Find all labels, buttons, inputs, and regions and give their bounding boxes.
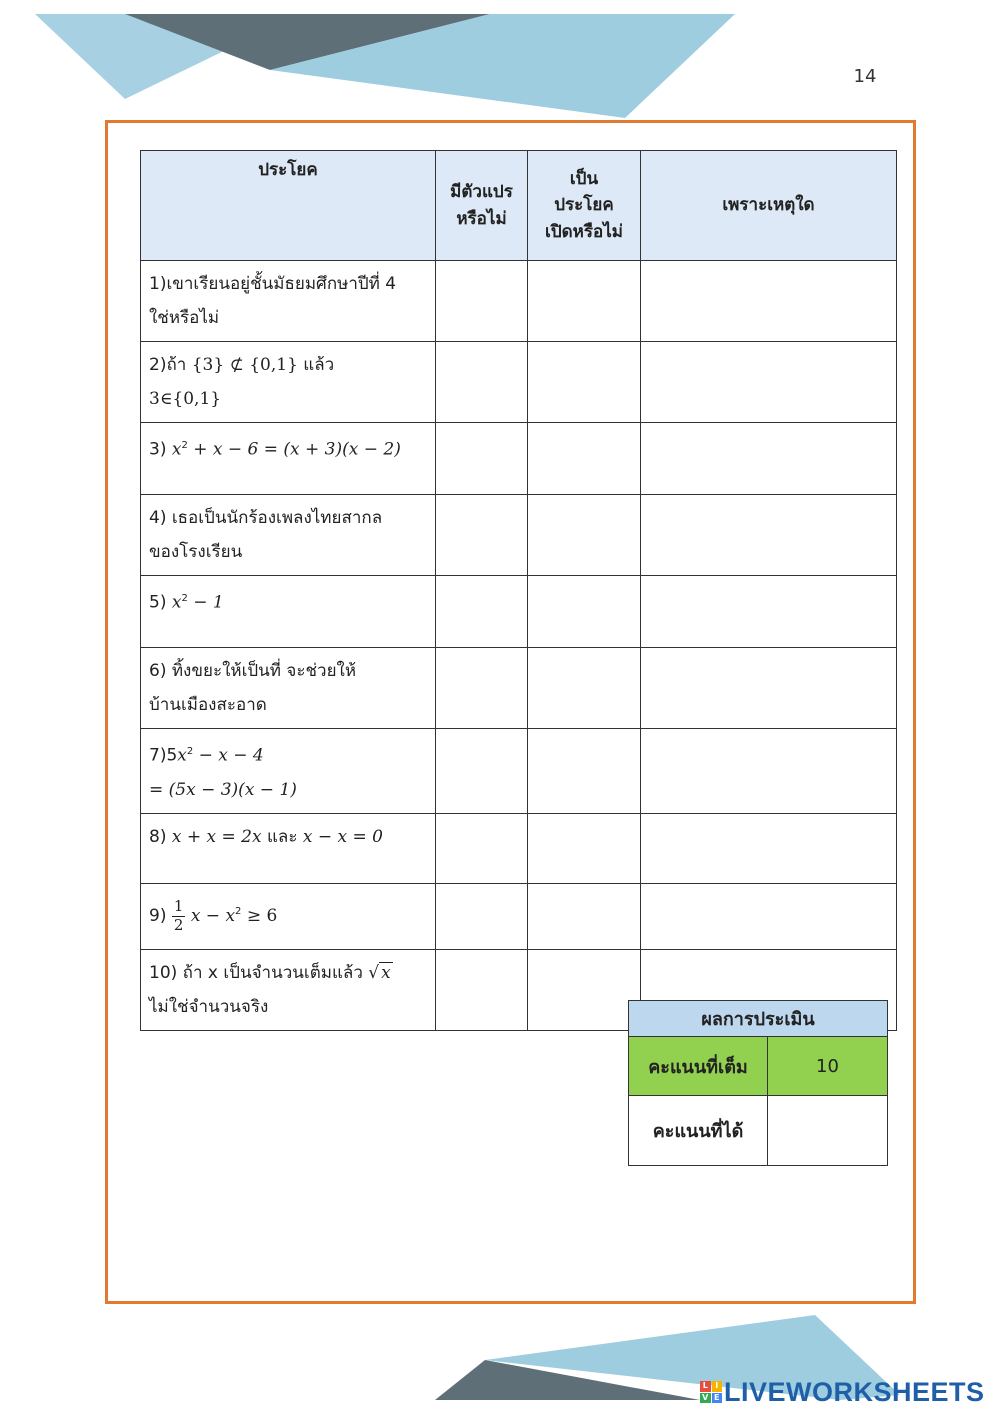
reason-answer[interactable] bbox=[641, 495, 897, 576]
table-row bbox=[141, 423, 897, 495]
table-header-row bbox=[141, 151, 897, 261]
liveworksheets-logo-icon: L I V E bbox=[700, 1381, 722, 1403]
reason-answer[interactable] bbox=[641, 342, 897, 423]
table-row bbox=[141, 729, 897, 814]
has-variable-answer[interactable] bbox=[436, 949, 528, 1030]
table-row bbox=[141, 495, 897, 576]
full-score-label: คะแนนที่เต็ม bbox=[629, 1037, 768, 1096]
is-open-answer[interactable] bbox=[528, 949, 641, 1030]
score-table bbox=[628, 1000, 888, 1166]
sentence-cell: 8) x + x = 2x และ x − x = 0 bbox=[141, 813, 436, 883]
is-open-answer[interactable] bbox=[528, 648, 641, 729]
is-open-answer[interactable] bbox=[528, 729, 641, 814]
table-row bbox=[141, 576, 897, 648]
sentence-table bbox=[140, 150, 897, 1031]
liveworksheets-watermark bbox=[700, 1377, 985, 1407]
sentence-cell: $7)5x^2 - x - 4$ = (5x − 3)(x − 1) bbox=[141, 729, 436, 814]
has-variable-answer[interactable] bbox=[436, 729, 528, 814]
is-open-answer[interactable] bbox=[528, 423, 641, 495]
sentence-cell: 3) $x^2 + x - 6 = (x + 3)(x - 2)$ bbox=[141, 423, 436, 495]
obtained-score-label: คะแนนที่ได้ bbox=[629, 1096, 768, 1166]
sentence-cell: 10) ถ้า x เป็นจำนวนเต็มแล้ว √ x ไม่ใช่จำนวนจริง bbox=[141, 949, 436, 1030]
is-open-answer[interactable] bbox=[528, 813, 641, 883]
reason-answer[interactable] bbox=[641, 729, 897, 814]
has-variable-answer[interactable] bbox=[436, 342, 528, 423]
score-title: ผลการประเมิน bbox=[629, 1001, 888, 1037]
has-variable-answer[interactable] bbox=[436, 495, 528, 576]
has-variable-answer[interactable] bbox=[436, 423, 528, 495]
sentence-cell: 1)เขาเรียนอยู่ชั้นมัธยมศึกษาปีที่ 4 ใช่หรือไม่ bbox=[141, 261, 436, 342]
reason-answer[interactable] bbox=[641, 261, 897, 342]
table-row bbox=[141, 883, 897, 949]
square-root: √ x bbox=[368, 962, 391, 983]
has-variable-answer[interactable] bbox=[436, 813, 528, 883]
sentence-cell: 5) $x^2 - 1$ bbox=[141, 576, 436, 648]
is-open-answer[interactable] bbox=[528, 576, 641, 648]
reason-answer[interactable] bbox=[641, 883, 897, 949]
reason-answer[interactable] bbox=[641, 423, 897, 495]
is-open-answer[interactable] bbox=[528, 883, 641, 949]
is-open-answer[interactable] bbox=[528, 342, 641, 423]
sentence-cell: 9) $\frac{1}{2}$ $x - x^2 \ge 6$ bbox=[141, 883, 436, 949]
table-row bbox=[141, 342, 897, 423]
has-variable-answer[interactable] bbox=[436, 576, 528, 648]
page-number: 14 bbox=[853, 66, 877, 87]
table-row bbox=[141, 813, 897, 883]
has-variable-answer[interactable] bbox=[436, 261, 528, 342]
header-is-open-sentence: เป็น ประโยค เปิดหรือไม่ bbox=[528, 151, 641, 261]
header-sentence: ประโยค bbox=[141, 151, 436, 261]
top-decoration bbox=[0, 0, 1000, 130]
reason-answer[interactable] bbox=[641, 813, 897, 883]
is-open-answer[interactable] bbox=[528, 495, 641, 576]
header-has-variable: มีตัวแปร หรือไม่ bbox=[436, 151, 528, 261]
has-variable-answer[interactable] bbox=[436, 883, 528, 949]
is-open-answer[interactable] bbox=[528, 261, 641, 342]
table-row bbox=[141, 261, 897, 342]
sentence-cell: 6) ทิ้งขยะให้เป็นที่ จะช่วยให้ บ้านเมืองสะอาด bbox=[141, 648, 436, 729]
has-variable-answer[interactable] bbox=[436, 648, 528, 729]
full-score-value: 10 bbox=[768, 1037, 888, 1096]
table-row bbox=[141, 648, 897, 729]
reason-answer[interactable] bbox=[641, 576, 897, 648]
sentence-cell: 4) เธอเป็นนักร้องเพลงไทยสากล ของโรงเรียน bbox=[141, 495, 436, 576]
watermark-text: LIVEWORKSHEETS bbox=[724, 1376, 985, 1407]
obtained-score-value[interactable] bbox=[768, 1096, 888, 1166]
sentence-cell: 2)ถ้า {3} ⊄ {0,1} แล้ว 3∈{0,1} bbox=[141, 342, 436, 423]
header-reason: เพราะเหตุใด bbox=[641, 151, 897, 261]
reason-answer[interactable] bbox=[641, 648, 897, 729]
fraction: $\frac{1}{2}$ bbox=[173, 897, 184, 934]
